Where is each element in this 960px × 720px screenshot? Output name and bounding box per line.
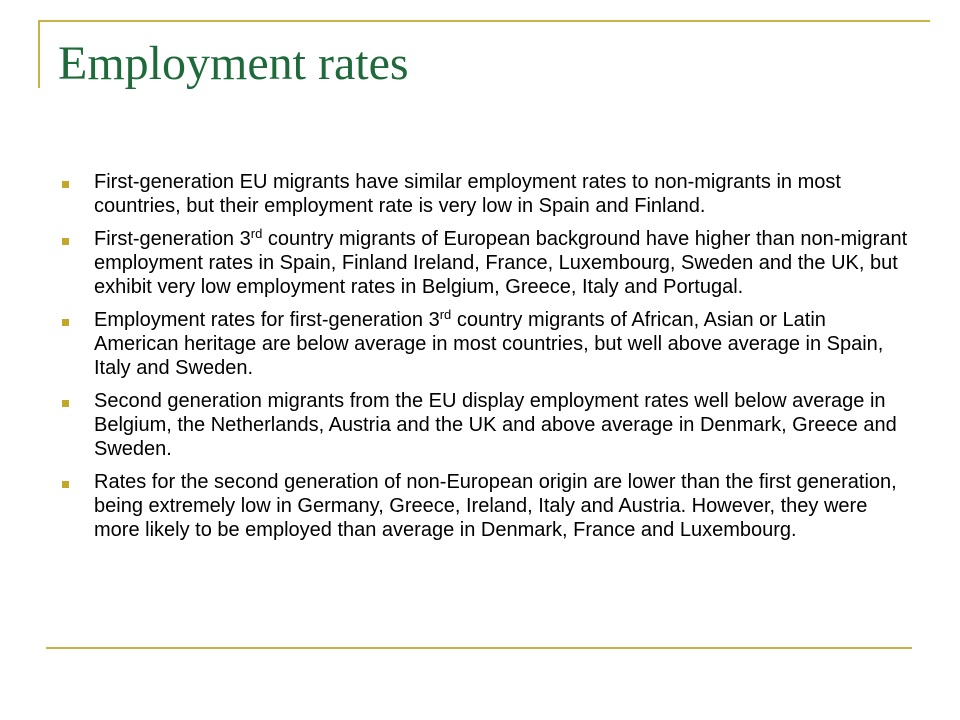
bullet-item-1	[60, 170, 910, 218]
ordinal-suffix: rd	[250, 226, 263, 241]
bullet-5-text: Rates for the second generation of non-European origin are lower than the first generation, being extremely low in Germany, Greece, Ireland, Italy and Austria. However, they were more likely to be employed than average in Denmark, France and Luxembourg.	[94, 471, 897, 541]
frame-top-line	[38, 20, 930, 22]
slide-title: Employment rates	[58, 37, 409, 90]
square-bullet-icon	[62, 181, 69, 188]
bullet-2-text-start: First-generation 3	[94, 228, 251, 250]
bullet-3-text-start: Employment rates for first-generation 3	[94, 309, 440, 331]
square-bullet-icon	[62, 238, 69, 245]
bullet-item-3	[60, 308, 910, 380]
ordinal-suffix: rd	[439, 307, 452, 322]
bullet-4-text: Second generation migrants from the EU display employment rates well below average in Belgium, the Netherlands, Austria and the UK and above average in Denmark, Greece and Sweden.	[94, 390, 897, 460]
bullet-item-5	[60, 470, 910, 542]
bullet-2-text-end: country migrants of European background have higher than non-migrant employment rates in Spain, Finland Ireland, France, Luxembourg, Sweden and the UK, but exhibit very low employment rates in Belgium, Greece, Italy and Portugal.	[94, 228, 908, 298]
bullet-item-4	[60, 389, 910, 461]
bullet-item-2	[60, 227, 910, 299]
bullet-list	[60, 170, 910, 551]
square-bullet-icon	[62, 400, 69, 407]
frame-bottom-line	[46, 647, 912, 649]
square-bullet-icon	[62, 319, 69, 326]
bullet-1-text: First-generation EU migrants have similar employment rates to non-migrants in most countries, but their employment rate is very low in Spain and Finland.	[94, 171, 841, 217]
square-bullet-icon	[62, 481, 69, 488]
bullet-3-text-end: country migrants of African, Asian or Latin American heritage are below average in most countries, but well above average in Spain, Italy and Sweden.	[94, 309, 884, 379]
frame-left-line	[38, 20, 40, 88]
